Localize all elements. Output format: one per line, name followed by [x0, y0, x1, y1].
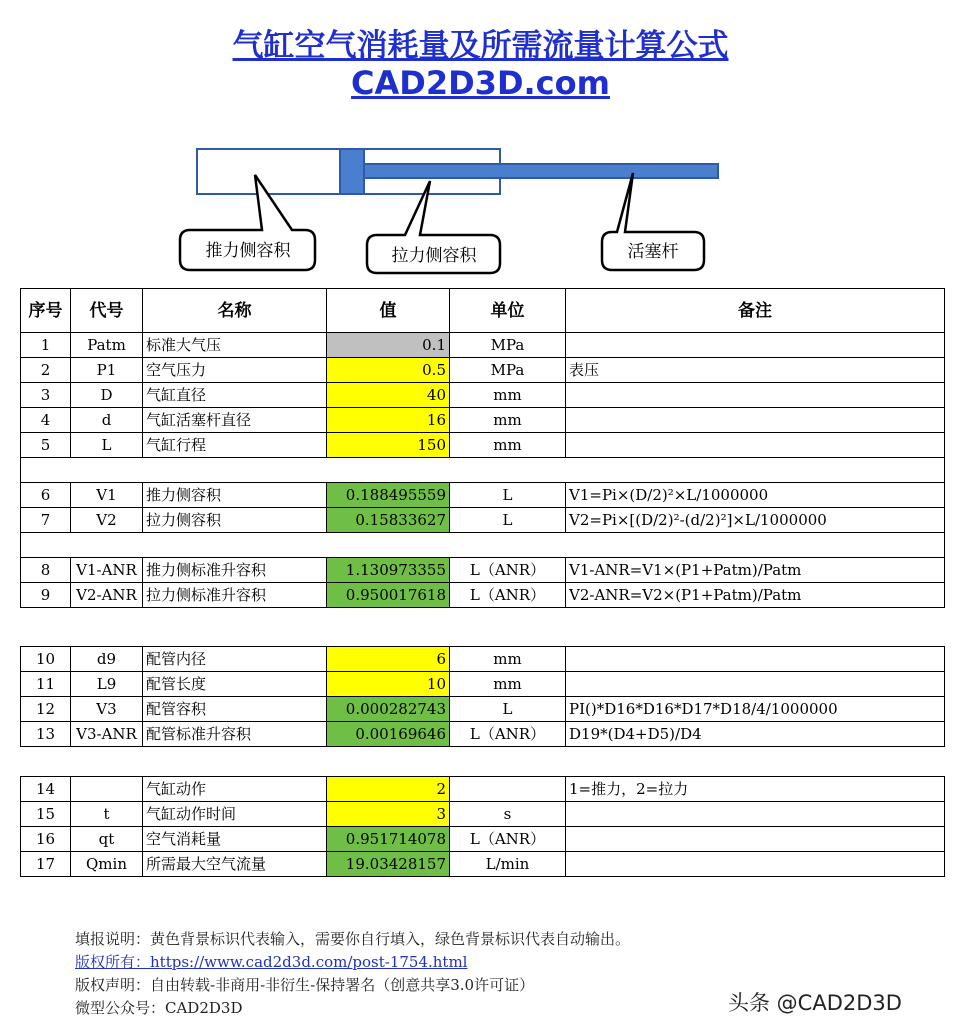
unit-cell: L	[450, 508, 566, 533]
note-cell: D19*(D4+D5)/D4	[566, 722, 945, 747]
value-cell[interactable]: 40	[327, 383, 450, 408]
name-cell: 气缸活塞杆直径	[143, 408, 327, 433]
note-cell: V2=Pi×[(D/2)²-(d/2)²]×L/1000000	[566, 508, 945, 533]
note-cell: V1-ANR=V1×(P1+Patm)/Patm	[566, 558, 945, 583]
row-number: 1	[21, 333, 71, 358]
code-cell: L9	[71, 672, 143, 697]
table-row	[21, 583, 945, 608]
unit-cell: L（ANR）	[450, 827, 566, 852]
column-header: 名称	[143, 289, 327, 333]
name-cell: 拉力侧标准升容积	[143, 583, 327, 608]
note-cell	[566, 802, 945, 827]
piston-rod	[364, 164, 718, 178]
name-cell: 所需最大空气流量	[143, 852, 327, 877]
code-cell: V3-ANR	[71, 722, 143, 747]
unit-cell: mm	[450, 408, 566, 433]
row-number: 11	[21, 672, 71, 697]
note-cell	[566, 672, 945, 697]
unit-cell: L	[450, 697, 566, 722]
note-cell	[566, 852, 945, 877]
table-row	[21, 827, 945, 852]
code-cell: qt	[71, 827, 143, 852]
code-cell: P1	[71, 358, 143, 383]
value-cell: 0.00169646	[327, 722, 450, 747]
unit-cell: L/min	[450, 852, 566, 877]
row-number: 15	[21, 802, 71, 827]
unit-cell: mm	[450, 433, 566, 458]
name-cell: 配管容积	[143, 697, 327, 722]
value-cell[interactable]: 0.5	[327, 358, 450, 383]
spacer-row	[21, 533, 945, 558]
value-cell[interactable]: 2	[327, 777, 450, 802]
row-number: 2	[21, 358, 71, 383]
table-row	[21, 647, 945, 672]
piston	[340, 149, 364, 194]
value-cell: 0.188495559	[327, 483, 450, 508]
unit-cell: MPa	[450, 333, 566, 358]
spacer-row	[21, 458, 945, 483]
code-cell: V1	[71, 483, 143, 508]
row-number: 10	[21, 647, 71, 672]
code-cell: d9	[71, 647, 143, 672]
table-row	[21, 358, 945, 383]
value-cell: 0.15833627	[327, 508, 450, 533]
row-number: 8	[21, 558, 71, 583]
watermark: 头条 @CAD2D3D	[728, 991, 902, 1015]
row-number: 17	[21, 852, 71, 877]
callout-push-label: 推力侧容积	[205, 241, 291, 261]
note-cell: 表压	[566, 358, 945, 383]
note-cell	[566, 647, 945, 672]
table-row	[21, 558, 945, 583]
value-cell: 0.951714078	[327, 827, 450, 852]
spacer-cell	[21, 458, 945, 483]
name-cell: 气缸动作时间	[143, 802, 327, 827]
code-cell: t	[71, 802, 143, 827]
callout-pull-label: 拉力侧容积	[391, 246, 477, 266]
row-number: 9	[21, 583, 71, 608]
table-row	[21, 722, 945, 747]
name-cell: 气缸直径	[143, 383, 327, 408]
row-number: 7	[21, 508, 71, 533]
unit-cell: mm	[450, 672, 566, 697]
table-row	[21, 852, 945, 877]
note-wechat: 微型公众号：CAD2D3D	[75, 999, 243, 1017]
table-row	[21, 333, 945, 358]
name-cell: 推力侧标准升容积	[143, 558, 327, 583]
name-cell: 空气压力	[143, 358, 327, 383]
value-cell[interactable]: 10	[327, 672, 450, 697]
name-cell: 推力侧容积	[143, 483, 327, 508]
table-row	[21, 697, 945, 722]
spacer-cell	[21, 533, 945, 558]
row-number: 12	[21, 697, 71, 722]
note-instructions: 填报说明：黄色背景标识代表输入，需要你自行填入，绿色背景标识代表自动输出。	[75, 930, 631, 948]
code-cell: V3	[71, 697, 143, 722]
note-cell: PI()*D16*D16*D17*D18/4/1000000	[566, 697, 945, 722]
table-row	[21, 802, 945, 827]
unit-cell: L（ANR）	[450, 558, 566, 583]
name-cell: 气缸行程	[143, 433, 327, 458]
note-cell	[566, 408, 945, 433]
code-cell: V2	[71, 508, 143, 533]
table-row	[21, 672, 945, 697]
value-cell: 1.130973355	[327, 558, 450, 583]
row-number: 3	[21, 383, 71, 408]
row-number: 5	[21, 433, 71, 458]
code-cell	[71, 777, 143, 802]
note-cell: V1=Pi×(D/2)²×L/1000000	[566, 483, 945, 508]
note-cell: V2-ANR=V2×(P1+Patm)/Patm	[566, 583, 945, 608]
flow-table	[20, 776, 945, 877]
unit-cell	[450, 777, 566, 802]
note-license: 版权声明：自由转载-非商用-非衍生-保持署名（创意共享3.0许可证）	[75, 976, 535, 994]
notes	[75, 928, 630, 1020]
cylinder-diagram	[0, 135, 961, 275]
column-header: 备注	[566, 289, 945, 333]
table-row	[21, 408, 945, 433]
row-number: 13	[21, 722, 71, 747]
name-cell: 拉力侧容积	[143, 508, 327, 533]
code-cell: Patm	[71, 333, 143, 358]
row-number: 6	[21, 483, 71, 508]
table-row	[21, 483, 945, 508]
value-cell[interactable]: 6	[327, 647, 450, 672]
code-cell: D	[71, 383, 143, 408]
column-header: 代号	[71, 289, 143, 333]
unit-cell: L（ANR）	[450, 583, 566, 608]
unit-cell: mm	[450, 383, 566, 408]
header-row	[21, 289, 945, 333]
pipe-table	[20, 646, 945, 747]
value-cell: 19.03428157	[327, 852, 450, 877]
name-cell: 标准大气压	[143, 333, 327, 358]
name-cell: 气缸动作	[143, 777, 327, 802]
row-number: 16	[21, 827, 71, 852]
code-cell: V2-ANR	[71, 583, 143, 608]
note-copyright-link[interactable]: 版权所有：https://www.cad2d3d.com/post-1754.html	[75, 953, 468, 971]
site-link[interactable]: CAD2D3D.com	[351, 64, 610, 102]
value-cell[interactable]: 0.1	[327, 333, 450, 358]
unit-cell: MPa	[450, 358, 566, 383]
value-cell[interactable]: 150	[327, 433, 450, 458]
table-row	[21, 433, 945, 458]
unit-cell: L（ANR）	[450, 722, 566, 747]
unit-cell: mm	[450, 647, 566, 672]
value-cell[interactable]: 16	[327, 408, 450, 433]
name-cell: 配管内径	[143, 647, 327, 672]
callout-rod-label: 活塞杆	[627, 242, 679, 262]
row-number: 14	[21, 777, 71, 802]
unit-cell: L	[450, 483, 566, 508]
note-cell	[566, 827, 945, 852]
name-cell: 配管长度	[143, 672, 327, 697]
name-cell: 配管标准升容积	[143, 722, 327, 747]
column-header: 序号	[21, 289, 71, 333]
note-cell	[566, 383, 945, 408]
code-cell: V1-ANR	[71, 558, 143, 583]
column-header: 值	[327, 289, 450, 333]
unit-cell: s	[450, 802, 566, 827]
code-cell: d	[71, 408, 143, 433]
code-cell: Qmin	[71, 852, 143, 877]
code-cell: L	[71, 433, 143, 458]
value-cell: 0.950017618	[327, 583, 450, 608]
column-header: 单位	[450, 289, 566, 333]
note-cell	[566, 333, 945, 358]
table-row	[21, 383, 945, 408]
table-row	[21, 777, 945, 802]
value-cell: 0.000282743	[327, 697, 450, 722]
table-row	[21, 508, 945, 533]
page-title: 气缸空气消耗量及所需流量计算公式	[232, 28, 729, 64]
value-cell[interactable]: 3	[327, 802, 450, 827]
main-table	[20, 288, 945, 608]
row-number: 4	[21, 408, 71, 433]
note-cell	[566, 433, 945, 458]
name-cell: 空气消耗量	[143, 827, 327, 852]
note-cell: 1=推力，2=拉力	[566, 777, 945, 802]
